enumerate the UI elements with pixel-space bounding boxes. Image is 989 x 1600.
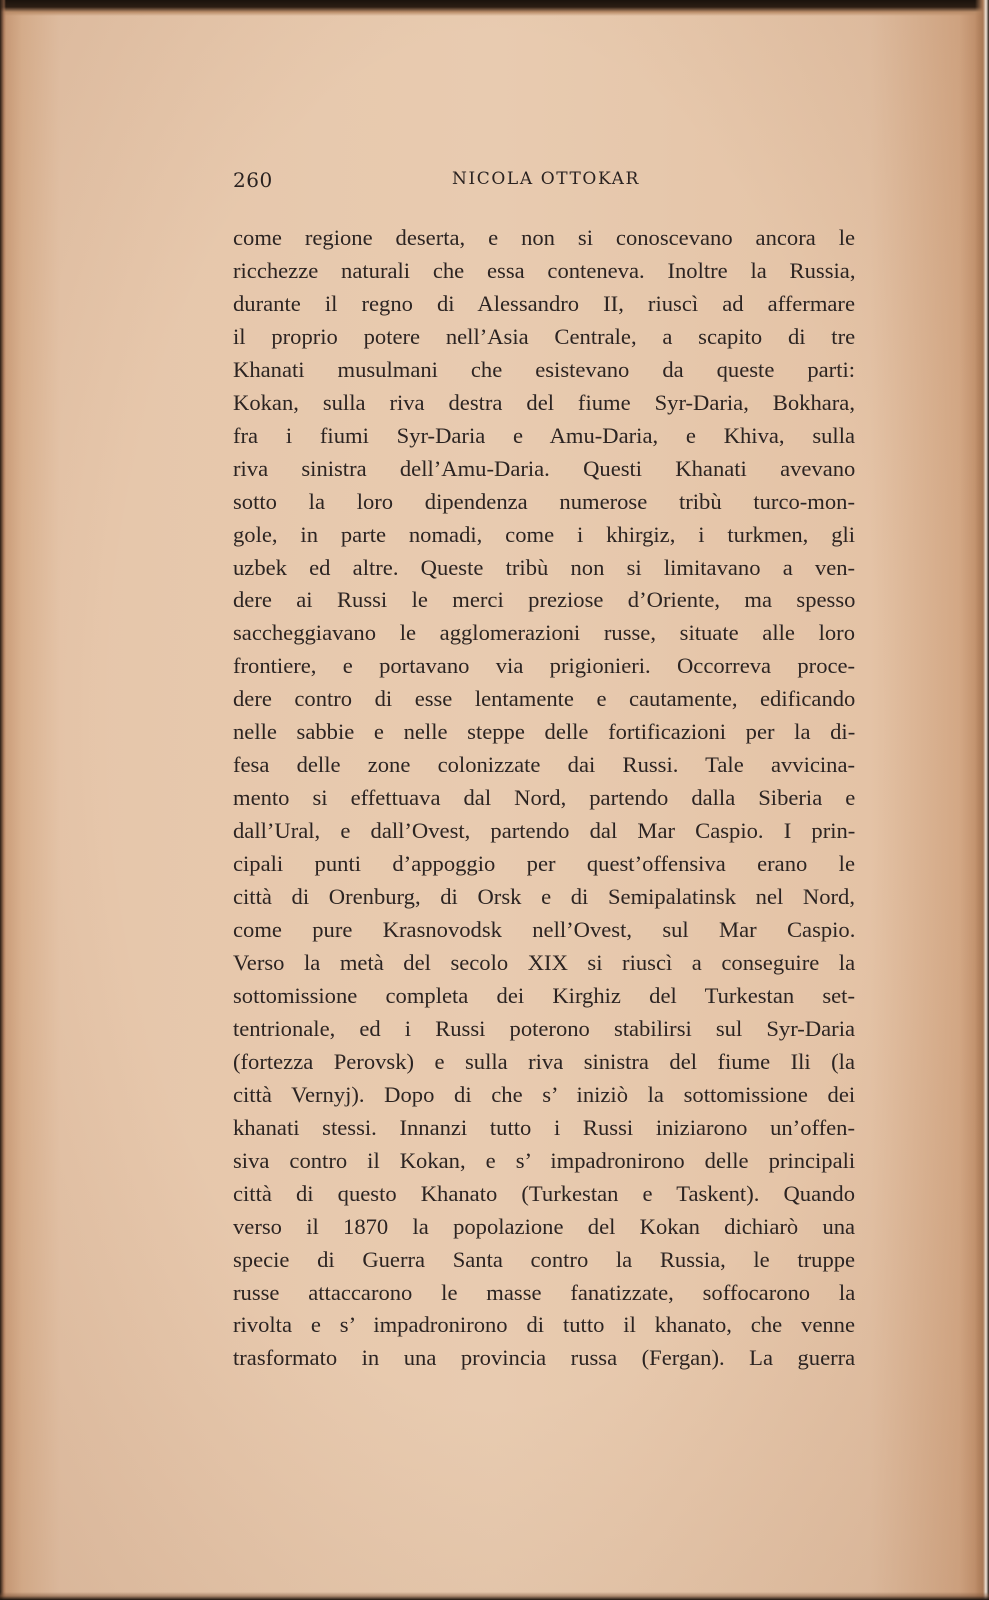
- text-line: ricchezze naturali che essa conteneva. Inoltre la Russia,: [233, 257, 856, 283]
- text-line: come regione deserta, e non si conoscevano ancora le: [233, 225, 855, 250]
- page-number: 260: [233, 168, 273, 192]
- text-line: cipali punti d’appoggio per quest’offensiva erano le: [233, 851, 855, 877]
- text-line: il proprio potere nell’Asia Centrale, a scapito di tre: [233, 323, 856, 349]
- text-line: trasformato in una provincia russa (Fergan). La guerra: [233, 1345, 856, 1371]
- text-line: (fortezza Perovsk) e sulla riva sinistra del fiume Ili (la: [233, 1048, 855, 1074]
- text-line: saccheggiavano le agglomerazioni russe, situate alle loro: [233, 620, 855, 646]
- text-line: durante il regno di Alessandro II, riuscì ad affermare: [233, 290, 855, 316]
- text-line: fesa delle zone colonizzate dai Russi. Tale avvicina-: [233, 752, 856, 778]
- text-line: dere ai Russi le merci preziose d’Oriente, ma spesso: [233, 587, 856, 613]
- text-line: russe attaccarono le masse fanatizzate, soffocarono la: [233, 1279, 856, 1305]
- text-line: tentrionale, ed i Russi poterono stabilirsi sul Syr-Daria: [233, 1015, 855, 1041]
- text-line: città Vernyj). Dopo di che s’ iniziò la sottomissione dei: [233, 1081, 856, 1107]
- text-line: sottomissione completa dei Kirghiz del Turkestan set-: [233, 982, 855, 1008]
- text-line: riva sinistra dell’Amu-Daria. Questi Khanati avevano: [233, 455, 856, 481]
- text-line: khanati stessi. Innanzi tutto i Russi iniziarono un’offen-: [233, 1114, 855, 1140]
- text-line: città di Orenburg, di Orsk e di Semipalatinsk nel Nord,: [233, 884, 855, 910]
- text-line: Verso la metà del secolo XIX si riuscì a conseguire la: [233, 949, 856, 975]
- text-line: sotto la loro dipendenza numerose tribù turco-mon-: [233, 488, 855, 514]
- text-line: Kokan, sulla riva destra del fiume Syr-Daria, Bokhara,: [233, 389, 855, 415]
- text-line: gole, in parte nomadi, come i khirgiz, i turkmen, gli: [233, 521, 856, 547]
- page-right-edge: [975, 0, 989, 1600]
- body-text: [233, 222, 855, 1375]
- page-top-edge: [0, 0, 989, 16]
- text-line: specie di Guerra Santa contro la Russia, le truppe: [233, 1246, 856, 1272]
- text-line: dall’Ural, e dall’Ovest, partendo dal Mar Caspio. I prin-: [233, 818, 856, 844]
- text-line: mento si effettuava dal Nord, partendo dalla Siberia e: [233, 785, 856, 811]
- text-line: nelle sabbie e nelle steppe delle fortificazioni per la di-: [233, 719, 856, 745]
- text-line: Khanati musulmani che esistevano da queste parti:: [233, 356, 856, 382]
- page-header: [233, 168, 843, 198]
- text-line: città di questo Khanato (Turkestan e Taskent). Quando: [233, 1180, 855, 1206]
- text-line: come pure Krasnovodsk nell’Ovest, sul Mar Caspio.: [233, 917, 856, 943]
- text-line: fra i fiumi Syr-Daria e Amu-Daria, e Khiva, sulla: [233, 422, 856, 448]
- page-bottom-edge: [0, 1592, 989, 1600]
- text-line: uzbek ed altre. Queste tribù non si limitavano a ven-: [233, 554, 856, 580]
- running-head: NICOLA OTTOKAR: [452, 169, 640, 189]
- text-line: verso il 1870 la popolazione del Kokan dichiarò una: [233, 1213, 856, 1239]
- text-line: dere contro di esse lentamente e cautamente, edificando: [233, 686, 856, 712]
- page-left-edge: [0, 0, 6, 1600]
- text-line: rivolta e s’ impadronirono di tutto il khanato, che venne: [233, 1312, 855, 1338]
- text-line: siva contro il Kokan, e s’ impadronirono delle principali: [233, 1147, 856, 1173]
- text-line: frontiere, e portavano via prigionieri. Occorreva proce-: [233, 653, 856, 679]
